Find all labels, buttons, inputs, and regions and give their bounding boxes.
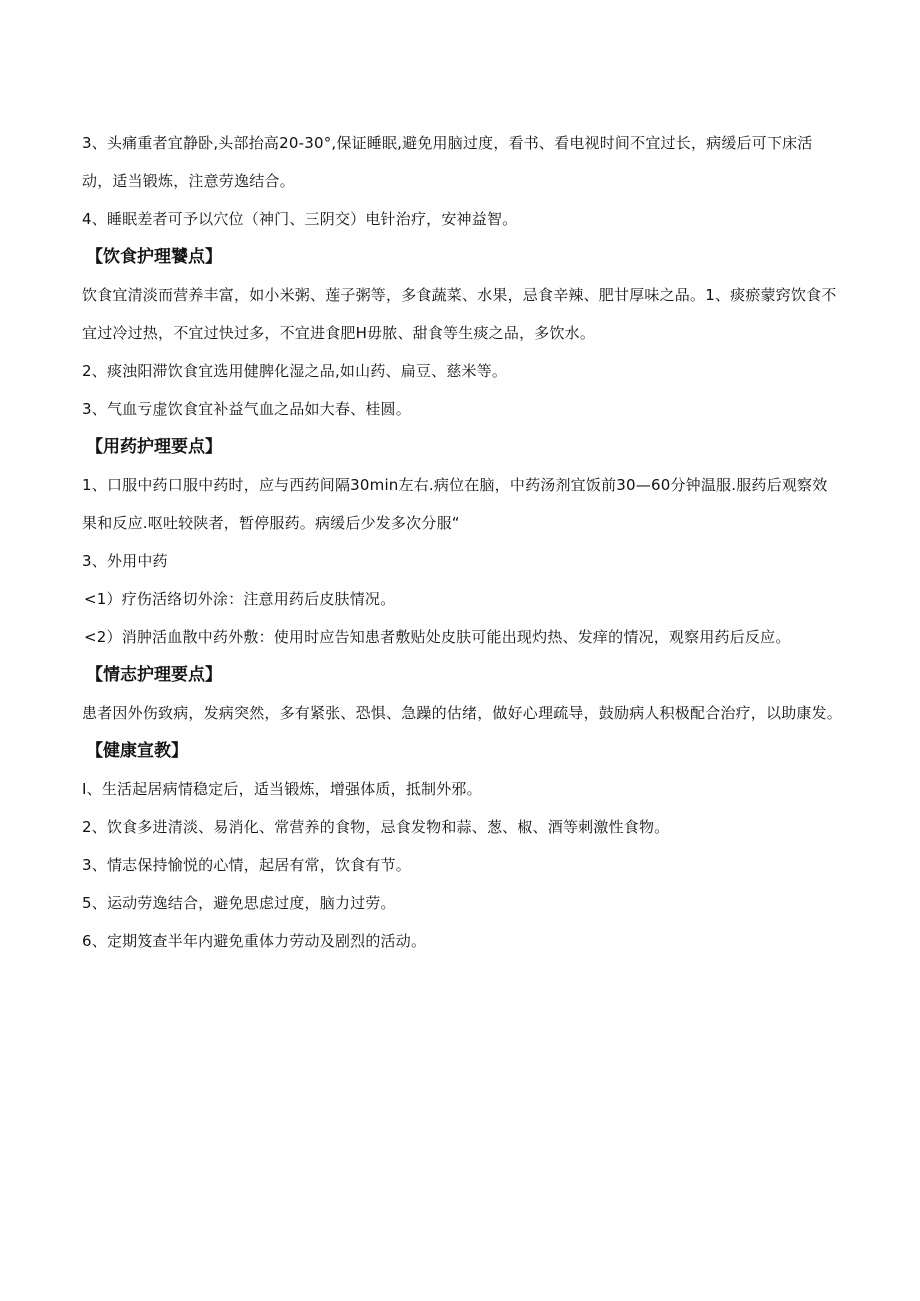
section-heading-health-education: 【健康宣教】: [86, 741, 188, 761]
paragraph-education-item-3: 3、情志保持愉悦的心情，起居有常，饮食有节。: [82, 856, 411, 874]
paragraph-headache-care: 3、头痛重者宜静卧,头部抬高20-30°,保证睡眠,避免用脑过度，看书、看电视时间不宜过长，病缓后可下床活动，适当锻炼，注意劳逸结合。: [82, 134, 813, 190]
paragraph-external-item-2: <2）消肿活血散中药外敷：使用时应告知患者敷贴处皮肤可能出现灼热、发痒的情况，观察用药后反应。: [84, 628, 791, 646]
paragraph-oral-medicine: 1、口服中药口服中药时，应与西药间隔30min左右.病位在脑，中药汤剂宜饭前30—60分钟温服.服药后观察效果和反应.呕吐较陕者，暂停服药。病缓后少发多次分服“: [82, 476, 828, 532]
paragraph-sleep-care: 4、睡眠差者可予以穴位（神门、三阴交）电针治疗，安神益智。: [82, 210, 518, 228]
section-heading-emotion: 【情志护理要点】: [86, 665, 222, 685]
paragraph-education-item-2: 2、饮食多进清淡、易消化、常营养的食物，忌食发物和蒜、葱、椒、酒等刺激性食物。: [82, 818, 670, 836]
section-heading-medication: 【用药护理要点】: [86, 437, 222, 457]
section-heading-diet: 【饮食护理饕点】: [86, 247, 222, 267]
paragraph-diet-general: 饮食宜清淡而营养丰富，如小米粥、莲子粥等，多食蔬菜、水果，忌食辛辣、肥甘厚味之品。1、痰瘀蒙窍饮食不宜过冷过热，不宜过快过多，不宜进食肥H毋脓、甜食等生痰之品，多饮水。: [82, 286, 837, 342]
paragraph-education-item-6: 6、定期笈查半年内避免重体力劳动及剧烈的活动。: [82, 932, 427, 950]
paragraph-external-medicine: 3、外用中药: [82, 552, 168, 570]
paragraph-diet-item-2: 2、痰浊阳滞饮食宜选用健脾化湿之品,如山药、扁豆、慈米等。: [82, 362, 508, 380]
paragraph-emotion-care: 患者因外伤致病，发病突然，多有紧张、恐惧、急躁的估绪，做好心理疏导，鼓励病人积极配合治疗，以助康发。: [82, 704, 843, 722]
document-body: [82, 124, 842, 960]
paragraph-education-item-1: I、生活起居病情稳定后，适当锻炼，增强体质，抵制外邪。: [82, 780, 482, 798]
paragraph-education-item-5: 5、运动劳逸结合，避免思虑过度，脑力过劳。: [82, 894, 396, 912]
paragraph-external-item-1: <1）疗伤活络切外涂：注意用药后皮肤情况。: [84, 590, 396, 608]
paragraph-diet-item-3: 3、气血亏虚饮食宜补益气血之品如大春、桂圆。: [82, 400, 411, 418]
